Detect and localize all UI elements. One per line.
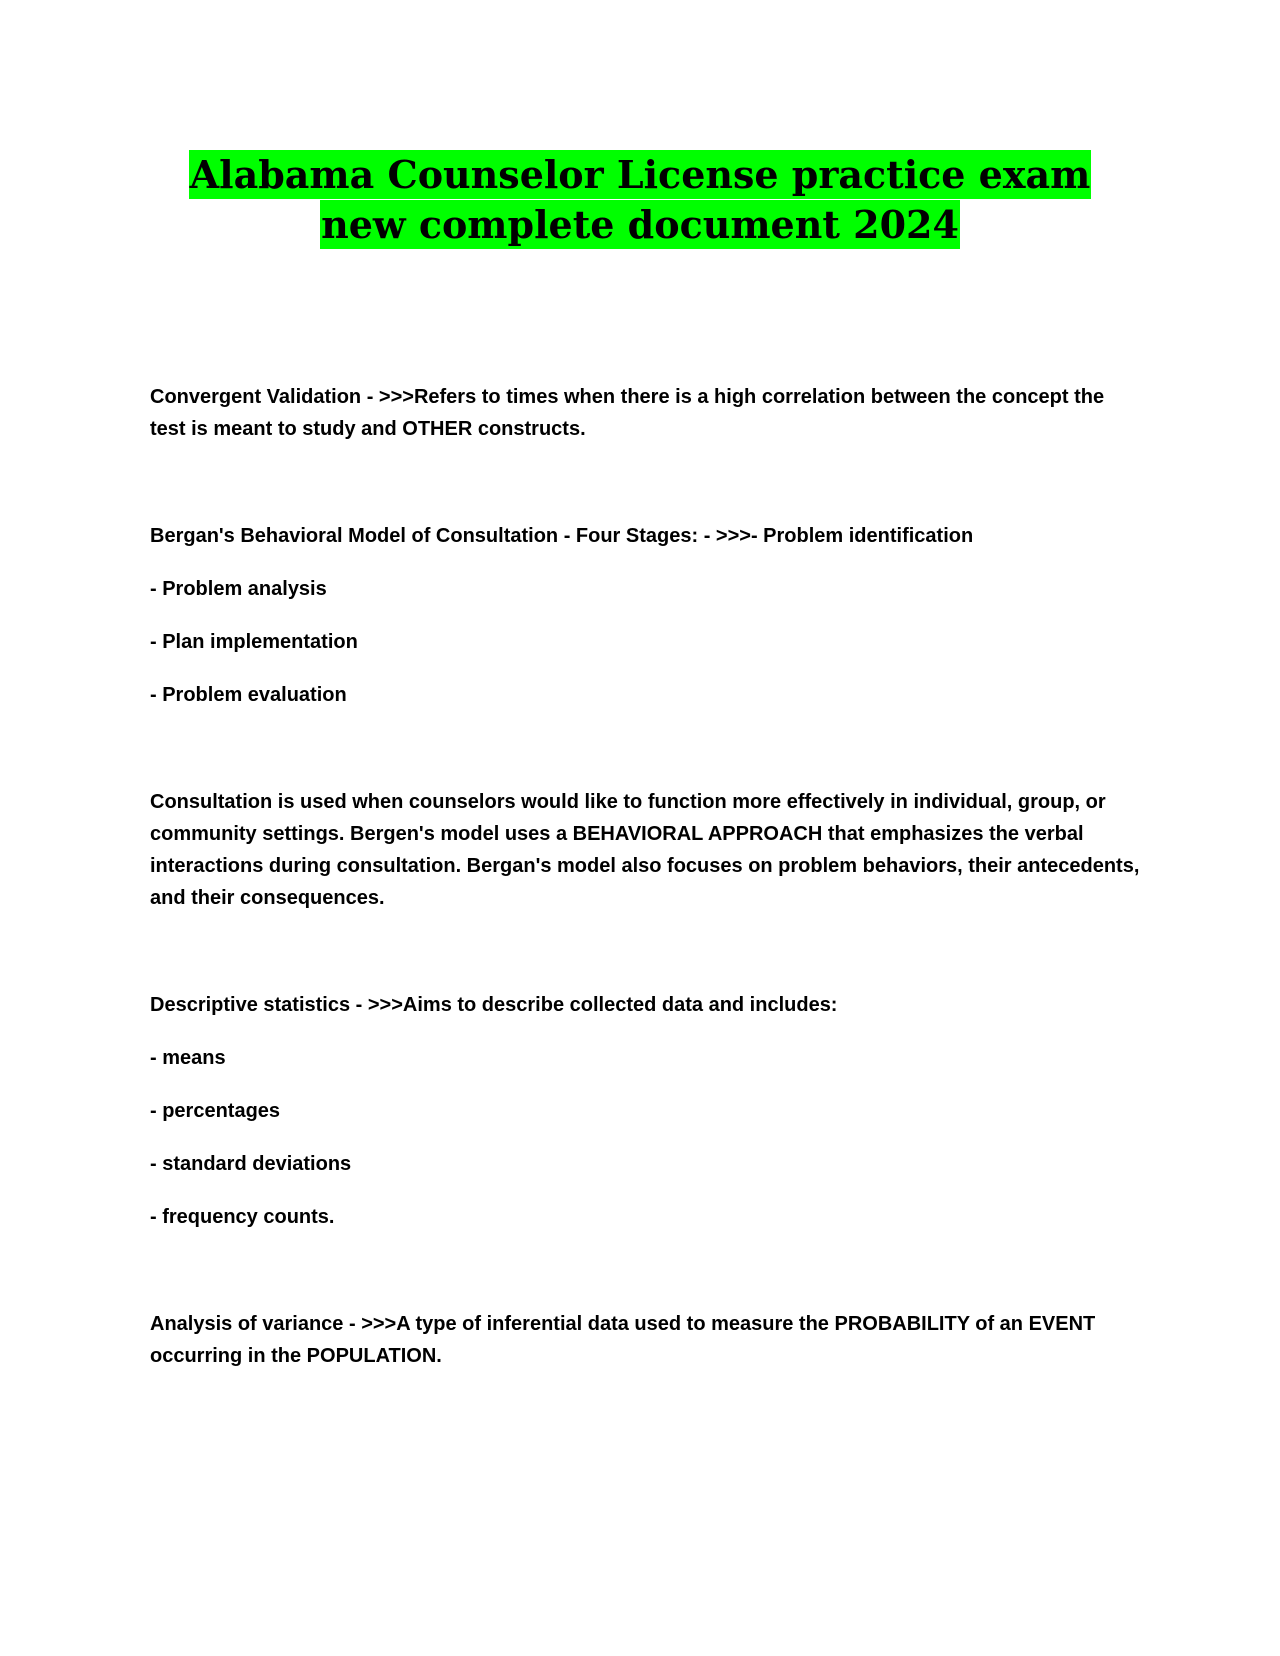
list-item: - Problem analysis <box>150 578 327 600</box>
entry-analysis-of-variance: Analysis of variance - >>>A type of inferential data used to measure the PROBABILITY of an EVENT occurring in the POPULATION. <box>150 1313 1096 1367</box>
list-item: - Plan implementation <box>150 631 358 653</box>
list-item: - means <box>150 1047 226 1069</box>
document-title <box>0 150 1280 250</box>
title-line-1: Alabama Counselor License practice exam <box>189 152 1091 197</box>
list-item: - frequency counts. <box>150 1206 335 1228</box>
entry-bergan-model: Bergan's Behavioral Model of Consultation - Four Stages: - >>>- Problem identification <box>150 525 974 547</box>
list-item: - percentages <box>150 1100 281 1122</box>
list-item: - standard deviations <box>150 1153 352 1175</box>
document-body <box>150 381 1140 1372</box>
list-item: - Problem evaluation <box>150 684 347 706</box>
title-line-2: new complete document 2024 <box>321 202 959 247</box>
entry-consultation: Consultation is used when counselors would like to function more effectively in individual, group, or community settings. Bergen's model uses a BEHAVIORAL APPROACH that emphasizes the verbal interactions during consultation. Bergan's model also focuses on problem behaviors, their antecedents, and their consequences. <box>150 791 1140 909</box>
entry-descriptive-statistics: Descriptive statistics - >>>Aims to describe collected data and includes: <box>150 994 838 1016</box>
entry-convergent-validation: Convergent Validation - >>>Refers to times when there is a high correlation between the concept the test is meant to study and OTHER constructs. <box>150 386 1105 440</box>
